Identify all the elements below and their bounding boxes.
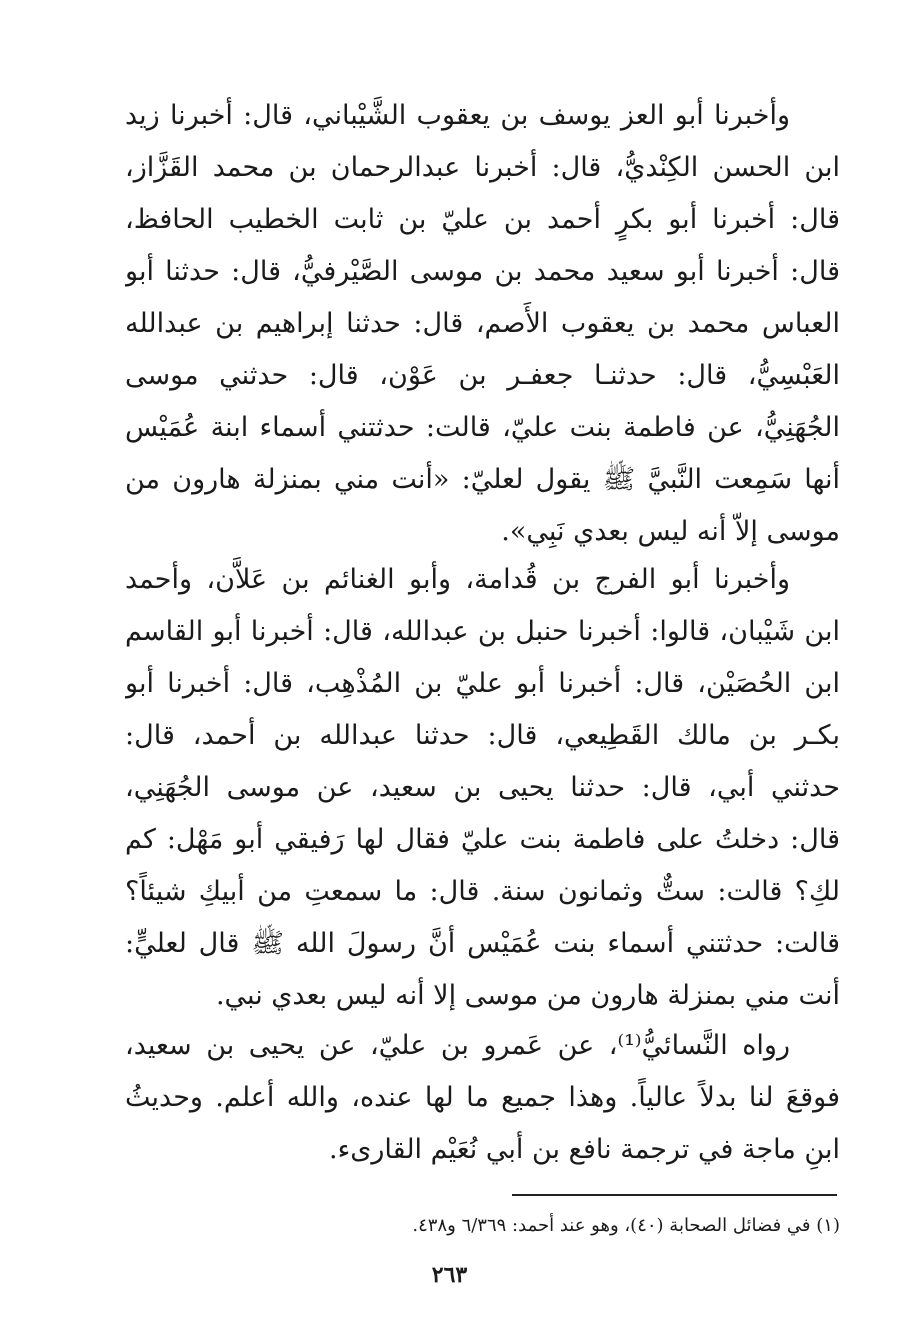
paragraph-2 — [125, 554, 840, 1022]
text-line: ابن الحُصَيْن، قال: أخبرنا أبو عليّ بن المُذْهِب، قال: أخبرنا أبو — [125, 668, 840, 699]
text-line: وأخبرنا أبو العز يوسف بن يعقوب الشَّيْباني، قال: أخبرنا زيد — [125, 100, 790, 131]
text-line: العَبْسِيُّ، قال: حدثنـا جعفـر بن عَوْن، قال: حدثني موسى — [125, 360, 840, 391]
paragraph-3 — [125, 1020, 840, 1176]
text-line: لكِ؟ قالت: ستٌّ وثمانون سنة. قال: ما سمعتِ من أبيكِ شيئاً؟ — [125, 876, 840, 907]
text-line: قال: أخبرنا أبو بكرٍ أحمد بن عليّ بن ثابت الخطيب الحافظ، — [125, 204, 840, 235]
paragraph-1 — [125, 90, 840, 558]
text-line: العباس محمد بن يعقوب الأَصم، قال: حدثنا إبراهيم بن عبدالله — [125, 308, 840, 339]
text-line: رواه النَّسائيُّ⁽¹⁾، عن عَمرو بن عليّ، عن يحيى بن سعيد، — [125, 1030, 790, 1061]
text-line: ابنِ ماجة في ترجمة نافع بن أبي نُعَيْم القارىء. — [328, 1134, 840, 1165]
text-line: ابن الحسن الكِنْديُّ، قال: أخبرنا عبدالرحمان بن محمد القَزَّاز، — [125, 152, 840, 183]
text-line: الجُهَنِيُّ، عن فاطمة بنت عليّ، قالت: حدثتني أسماء ابنة عُمَيْس — [125, 412, 840, 443]
text-line: حدثني أبي، قال: حدثنا يحيى بن سعيد، عن موسى الجُهَنِي، — [125, 772, 840, 803]
text-line: قال: دخلتُ على فاطمة بنت عليّ فقال لها رَفيقي أبو مَهْل: كم — [125, 824, 840, 855]
text-line: فوقعَ لنا بدلاً عالياً. وهذا جميع ما لها عنده، والله أعلم. وحديثُ — [125, 1082, 840, 1113]
text-line: قالت: حدثتني أسماء بنت عُمَيْس أنَّ رسولَ الله ﷺ قال لعليٍّ: — [125, 928, 840, 959]
page-number: ٢٦٣ — [431, 1262, 468, 1288]
text-line: موسى إلاّ أنه ليس بعدي نَبِي». — [501, 516, 840, 547]
text-line: وأخبرنا أبو الفرج بن قُدامة، وأبو الغنائم بن عَلاَّن، وأحمد — [125, 564, 790, 595]
footnote-divider — [512, 1194, 837, 1196]
text-line: قال: أخبرنا أبو سعيد محمد بن موسى الصَّيْرفيُّ، قال: حدثنا أبو — [125, 256, 840, 287]
text-line: ابن شَيْبان، قالوا: أخبرنا حنبل بن عبدالله، قال: أخبرنا أبو القاسم — [125, 616, 840, 647]
text-line: أنت مني بمنزلة هارون من موسى إلا أنه ليس بعدي نبي. — [215, 980, 840, 1011]
footnote: (١) في فضائل الصحابة (٤٠)، وهو عند أحمد: ٦/٣٦٩ و٤٣٨. — [412, 1215, 840, 1236]
text-line: أنها سَمِعت النَّبيَّ ﷺ يقول لعليّ: «أنت مني بمنزلة هارون من — [125, 464, 840, 495]
text-line: بكـر بن مالك القَطِيعي، قال: حدثنا عبدالله بن أحمد، قال: — [125, 720, 840, 751]
